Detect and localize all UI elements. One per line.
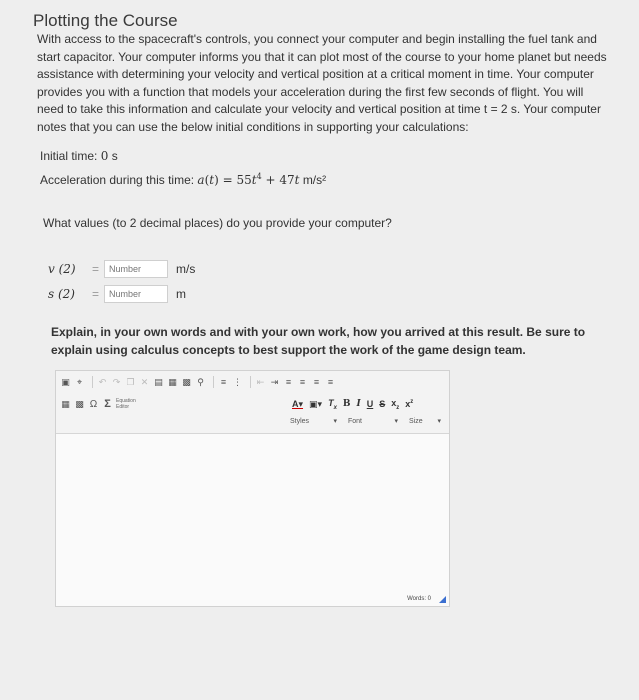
question-text: What values (to 2 decimal places) do you provide your computer? [43,216,392,230]
equals-sign: = [92,262,100,276]
explain-prompt: Explain, in your own words and with your own work, how you arrived at this result. Be sure to explain using calculus concepts to best support the work of the game design team. [51,325,586,357]
acceleration-unit: m/s² [302,173,327,187]
text-color-icon[interactable]: A▾ [292,398,304,409]
velocity-input[interactable] [104,260,168,278]
size-label: Size [409,417,423,425]
toolbar-format-row [292,398,419,411]
rich-text-editor [55,370,450,607]
align-center-icon[interactable]: ≡ [299,377,306,387]
velocity-answer-row [48,260,195,278]
intro-text: With access to the spacecraft's controls, you connect your computer and begin installing the fuel tank and start capacitor. Your computer informs you that it can plot most of the course to your home planet but needs assistance with determining your velocity and vertical position at a critical moment in time. Your computer provides you with a function that models your acceleration during the first few seconds of flight. You will need to take this information and calculate your velocity and vertical position at time t = 2 s. Your computer notes that you can use the below initial conditions in supporting your calculations: [37,32,607,134]
justify-icon[interactable]: ≡ [327,377,334,387]
toolbar-row-2 [60,398,142,410]
position-label: s (2) [48,287,75,301]
undo-icon[interactable]: ↶ [98,376,107,387]
chevron-down-icon: ▾ [394,418,398,425]
word-count: Words: 0 [407,596,431,602]
copy-icon[interactable]: ❐ [126,376,135,387]
intro-paragraph [37,31,612,136]
cut-icon[interactable]: ✕ [140,376,149,387]
equation-editor-button[interactable]: Equation Editor [116,398,136,410]
initial-time-unit: s [111,149,118,163]
sigma-icon[interactable]: Σ [104,398,111,410]
position-answer-row [48,285,186,303]
chevron-down-icon: ▾ [437,418,441,425]
velocity-label: v (2) [48,262,76,276]
source-icon[interactable]: ▣ [61,376,70,387]
align-left-icon[interactable]: ≡ [285,377,292,387]
initial-time-label: Initial time: [40,149,98,163]
paste-icon[interactable]: ▤ [154,376,163,387]
table-icon[interactable]: ▦ [61,398,70,409]
align-right-icon[interactable]: ≡ [313,377,320,387]
styles-label: Styles [290,417,310,425]
velocity-unit: m/s [176,262,196,276]
editor-text-area[interactable] [56,434,449,606]
clear-format-icon[interactable]: $T_x$ [328,398,337,411]
size-dropdown[interactable] [406,414,444,428]
paste-word-icon[interactable]: ▩ [182,376,191,387]
font-dropdown[interactable] [345,414,401,428]
position-unit: m [176,287,187,301]
editor-toolbar [56,371,449,434]
outdent-icon[interactable]: ⇤ [256,376,265,387]
acceleration-formula: $a(t) = 55t^4 + 47t$ [197,172,300,187]
font-label: Font [348,417,363,425]
redo-icon[interactable]: ↷ [112,376,121,387]
numbered-list-icon[interactable]: ≡ [220,377,227,387]
toolbar-row-1 [60,376,339,388]
superscript-icon[interactable]: $x^z$ [405,399,414,410]
acceleration-label: Acceleration during this time: [40,173,195,187]
omega-icon[interactable]: Ω [89,398,98,410]
italic-icon[interactable]: I [356,399,361,410]
underline-icon[interactable]: U [366,399,374,410]
bold-icon[interactable]: B [342,399,351,410]
grid-icon[interactable]: ▩ [75,398,84,409]
chevron-down-icon: ▾ [333,418,337,425]
initial-time-value: 0 [100,149,109,163]
velocity-input-placeholder: Number [109,264,142,274]
bulleted-list-icon[interactable]: ⋮ [233,376,242,387]
background-color-icon[interactable]: ▣▾ [309,398,323,409]
position-input-placeholder: Number [109,289,142,299]
initial-time-line [40,149,118,163]
styles-dropdown[interactable] [287,414,340,428]
find-icon[interactable]: ⚲ [197,376,204,387]
subscript-icon[interactable]: $x_z$ [391,398,400,411]
position-input[interactable] [104,285,168,303]
paste-text-icon[interactable]: ▦ [168,376,177,387]
page-title: Plotting the Course [33,11,178,30]
strikethrough-icon[interactable]: S [379,399,386,410]
indent-icon[interactable]: ⇥ [270,376,279,387]
fullscreen-icon[interactable]: ⌖ [76,376,83,387]
resize-handle-icon[interactable] [439,596,446,603]
acceleration-line [40,172,326,187]
equals-sign: = [92,287,100,301]
